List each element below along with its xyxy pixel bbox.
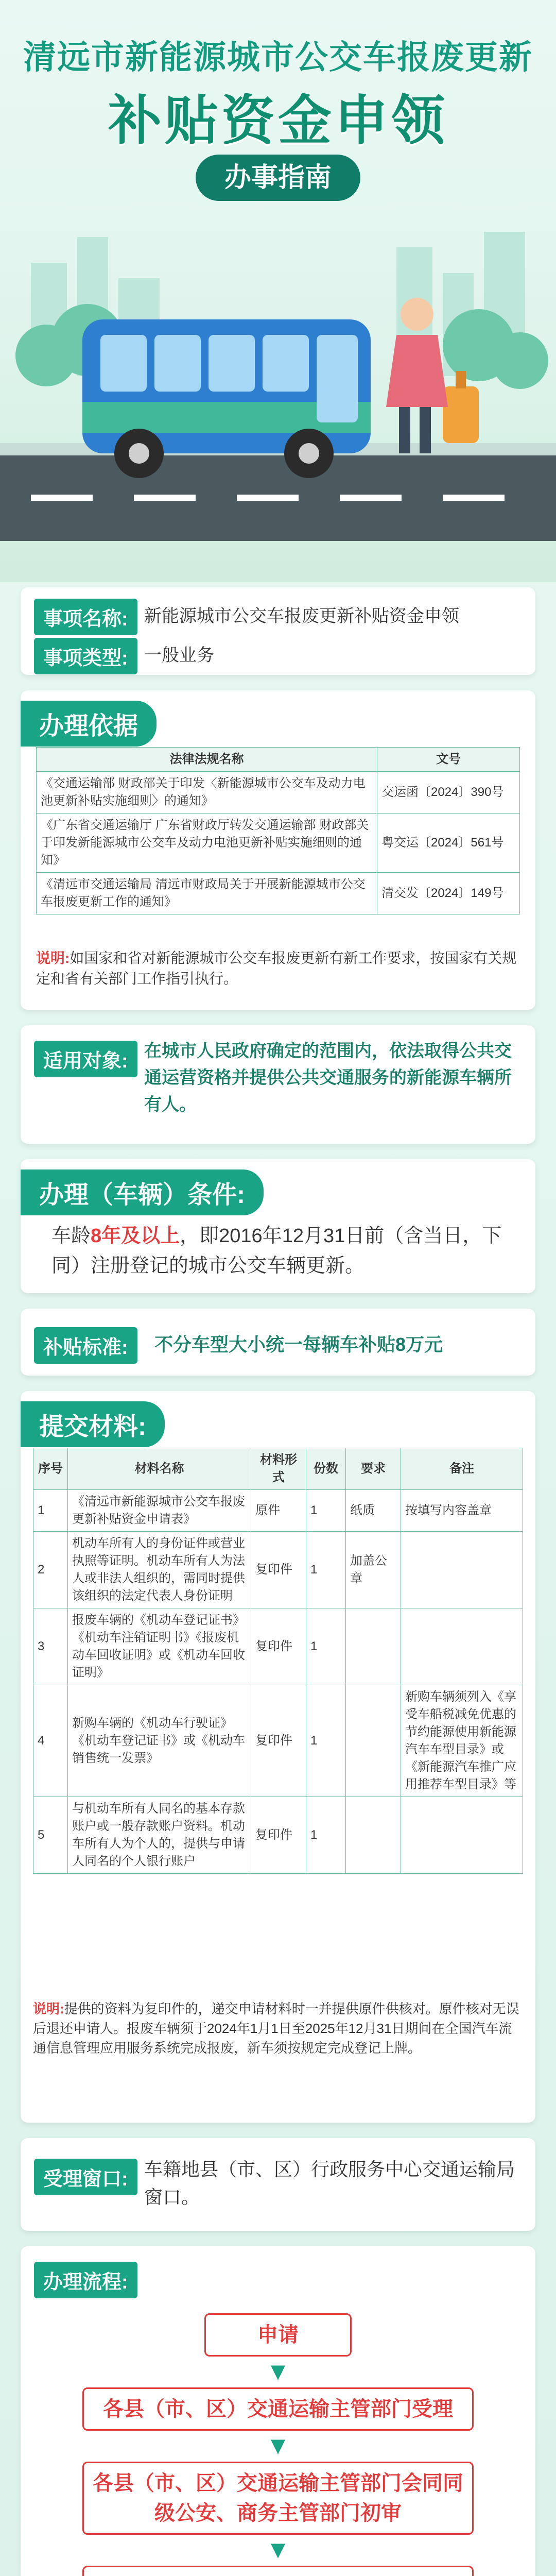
materials-table-wrap: [33, 1448, 523, 1874]
mat-cell-count: 1: [306, 1608, 346, 1685]
subsidy-card: [21, 1309, 535, 1376]
subsidy-text: 不分车型大小统一每辆车补贴8万元: [154, 1334, 443, 1355]
conditions-highlight: 8年及以上: [91, 1225, 180, 1247]
mat-cell-req: 纸质: [346, 1490, 401, 1532]
basis-row-doc: 粤交运〔2024〕561号: [377, 814, 520, 873]
materials-table: [33, 1448, 523, 1874]
conditions-title: 办理（车辆）条件:: [21, 1170, 264, 1215]
conditions-text-before: 车龄: [51, 1225, 91, 1247]
conditions-text-after: ，即2016年12月31日前（含当日，下同）注册登记的城市公交车辆更新。: [51, 1225, 502, 1277]
mat-cell-count: 1: [306, 1685, 346, 1797]
table-row: [33, 1490, 523, 1532]
process-step-2: 各县（市、区）交通运输主管部门受理: [82, 2387, 474, 2431]
table-row: [33, 1797, 523, 1874]
mat-col-no: 序号: [33, 1448, 68, 1490]
basis-row-name: 《交通运输部 财政部关于印发〈新能源城市公交车及动力电池更新补贴实施细则〉的通知》: [37, 772, 377, 814]
subsidy-label: 补贴标准:: [34, 1327, 137, 1364]
header-subtitle: 补贴资金申领: [108, 91, 448, 151]
matter-type-label: 事项类型:: [34, 638, 137, 674]
process-step-1: 申请: [204, 2313, 352, 2357]
materials-note-text: 提供的资料为复印件的，递交申请材料时一并提供原件供核对。原件核对无误后退还申请人。报废车辆须于2024年1月1日至2025年12月31日期间在全国汽车流通信息管理应用服务系统完成报废，新车须按规定完成登记上牌。: [33, 2001, 519, 2056]
table-row: [37, 814, 520, 873]
mat-cell-form: 复印件: [251, 1797, 306, 1874]
arrow-down-icon: ▼: [266, 2536, 290, 2564]
matter-card: [21, 587, 535, 675]
hero-banner: [0, 0, 556, 582]
table-row: [33, 1532, 523, 1608]
process-step-3: 各县（市、区）交通运输主管部门会同同级公安、商务主管部门初审: [82, 2462, 474, 2535]
mat-cell-name: 与机动车所有人同名的基本存款账户或一般存款账户资料。机动车所有人为个人的，提供与申请人同名的个人银行账户: [68, 1797, 251, 1874]
mat-cell-count: 1: [306, 1490, 346, 1532]
bus-illustration: [0, 185, 556, 582]
basis-note-label: 说明:: [36, 950, 70, 966]
table-row: [37, 873, 520, 914]
mat-cell-no: 1: [33, 1490, 68, 1532]
mat-cell-note: [401, 1797, 523, 1874]
window-text: 车籍地县（市、区）行政服务中心交通运输局窗口。: [144, 2159, 515, 2208]
mat-cell-form: 复印件: [251, 1685, 306, 1797]
mat-cell-no: 5: [33, 1797, 68, 1874]
materials-card: [21, 1391, 535, 2123]
basis-note-text: 如国家和省对新能源城市公交车报废更新有新工作要求，按国家有关规定和省有关部门工作指引执行。: [36, 950, 517, 987]
materials-note-label: 说明:: [33, 2001, 64, 2016]
basis-row-name: 《清远市交通运输局 清远市财政局关于开展新能源城市公交车报废更新工作的通知》: [37, 873, 377, 914]
arrow-down-icon: ▼: [266, 2358, 290, 2385]
header-badge: 办事指南: [196, 155, 360, 201]
basis-table-wrap: [36, 747, 520, 914]
mat-cell-count: 1: [306, 1532, 346, 1608]
basis-table: [36, 747, 520, 914]
mat-col-count: 份数: [306, 1448, 346, 1490]
header-title: 清远市新能源城市公交车报废更新: [23, 39, 533, 76]
mat-col-form: 材料形式: [251, 1448, 306, 1490]
process-title: 办理流程:: [34, 2262, 137, 2298]
conditions-text: [51, 1221, 505, 1281]
process-card: [21, 2246, 535, 2576]
mat-cell-req: [346, 1685, 401, 1797]
basis-row-name: 《广东省交通运输厅 广东省财政厅转发交通运输部 财政部关于印发新能源城市公交车及动力电池更新补贴实施细则的通知》: [37, 814, 377, 873]
matter-name-label: 事项名称:: [34, 599, 137, 635]
applicable-text: 在城市人民政府确定的范围内，依法取得公共交通运营资格并提供公共交通服务的新能源车辆所有人。: [144, 1041, 512, 1114]
mat-cell-note: [401, 1608, 523, 1685]
window-card: [21, 2138, 535, 2231]
basis-card: [21, 690, 535, 1010]
mat-cell-no: 3: [33, 1608, 68, 1685]
mat-cell-req: [346, 1797, 401, 1874]
mat-cell-note: 新购车辆须列入《享受车船税减免优惠的节约能源使用新能源汽车车型目录》或《新能源汽车推广应用推荐车型目录》等: [401, 1685, 523, 1797]
mat-cell-note: 按填写内容盖章: [401, 1490, 523, 1532]
mat-cell-form: 复印件: [251, 1608, 306, 1685]
basis-title: 办理依据: [21, 701, 157, 747]
basis-note: [36, 948, 520, 989]
mat-col-req: 要求: [346, 1448, 401, 1490]
mat-cell-no: 2: [33, 1532, 68, 1608]
table-row: [33, 1685, 523, 1797]
mat-cell-req: [346, 1608, 401, 1685]
table-row: [33, 1608, 523, 1685]
mat-cell-name: 新购车辆的《机动车行驶证》《机动车登记证书》或《机动车销售统一发票》: [68, 1685, 251, 1797]
process-step-4: [82, 2566, 474, 2576]
mat-cell-note: [401, 1532, 523, 1608]
table-row: [37, 772, 520, 814]
basis-row-doc: 交运函〔2024〕390号: [377, 772, 520, 814]
arrow-down-icon: ▼: [266, 2432, 290, 2460]
process-flow: [82, 2313, 474, 2576]
mat-cell-name: 报废车辆的《机动车登记证书》《机动车注销证明书》《报废机动车回收证明》或《机动车回收证明》: [68, 1608, 251, 1685]
mat-col-note: 备注: [401, 1448, 523, 1490]
materials-title: 提交材料:: [21, 1401, 165, 1447]
mat-cell-count: 1: [306, 1797, 346, 1874]
conditions-card: [21, 1159, 535, 1293]
basis-row-doc: 清交发〔2024〕149号: [377, 873, 520, 914]
matter-name-value: 新能源城市公交车报废更新补贴资金申领: [144, 606, 459, 626]
mat-cell-form: 原件: [251, 1490, 306, 1532]
applicable-card: [21, 1025, 535, 1144]
materials-note: [33, 1999, 523, 2058]
mat-cell-name: 机动车所有人的身份证件或营业执照等证明。机动车所有人为法人或非法人组织的，需同时提供该组织的法定代表人身份证明: [68, 1532, 251, 1608]
mat-cell-no: 4: [33, 1685, 68, 1797]
mat-cell-form: 复印件: [251, 1532, 306, 1608]
applicable-label: 适用对象:: [34, 1041, 137, 1077]
basis-col-name: 法律法规名称: [37, 748, 377, 772]
matter-type-value: 一般业务: [144, 646, 214, 665]
mat-cell-name: 《清远市新能源城市公交车报废更新补贴资金申请表》: [68, 1490, 251, 1532]
mat-col-name: 材料名称: [68, 1448, 251, 1490]
window-label: 受理窗口:: [34, 2159, 137, 2195]
mat-cell-req: 加盖公章: [346, 1532, 401, 1608]
basis-col-doc: 文号: [377, 748, 520, 772]
